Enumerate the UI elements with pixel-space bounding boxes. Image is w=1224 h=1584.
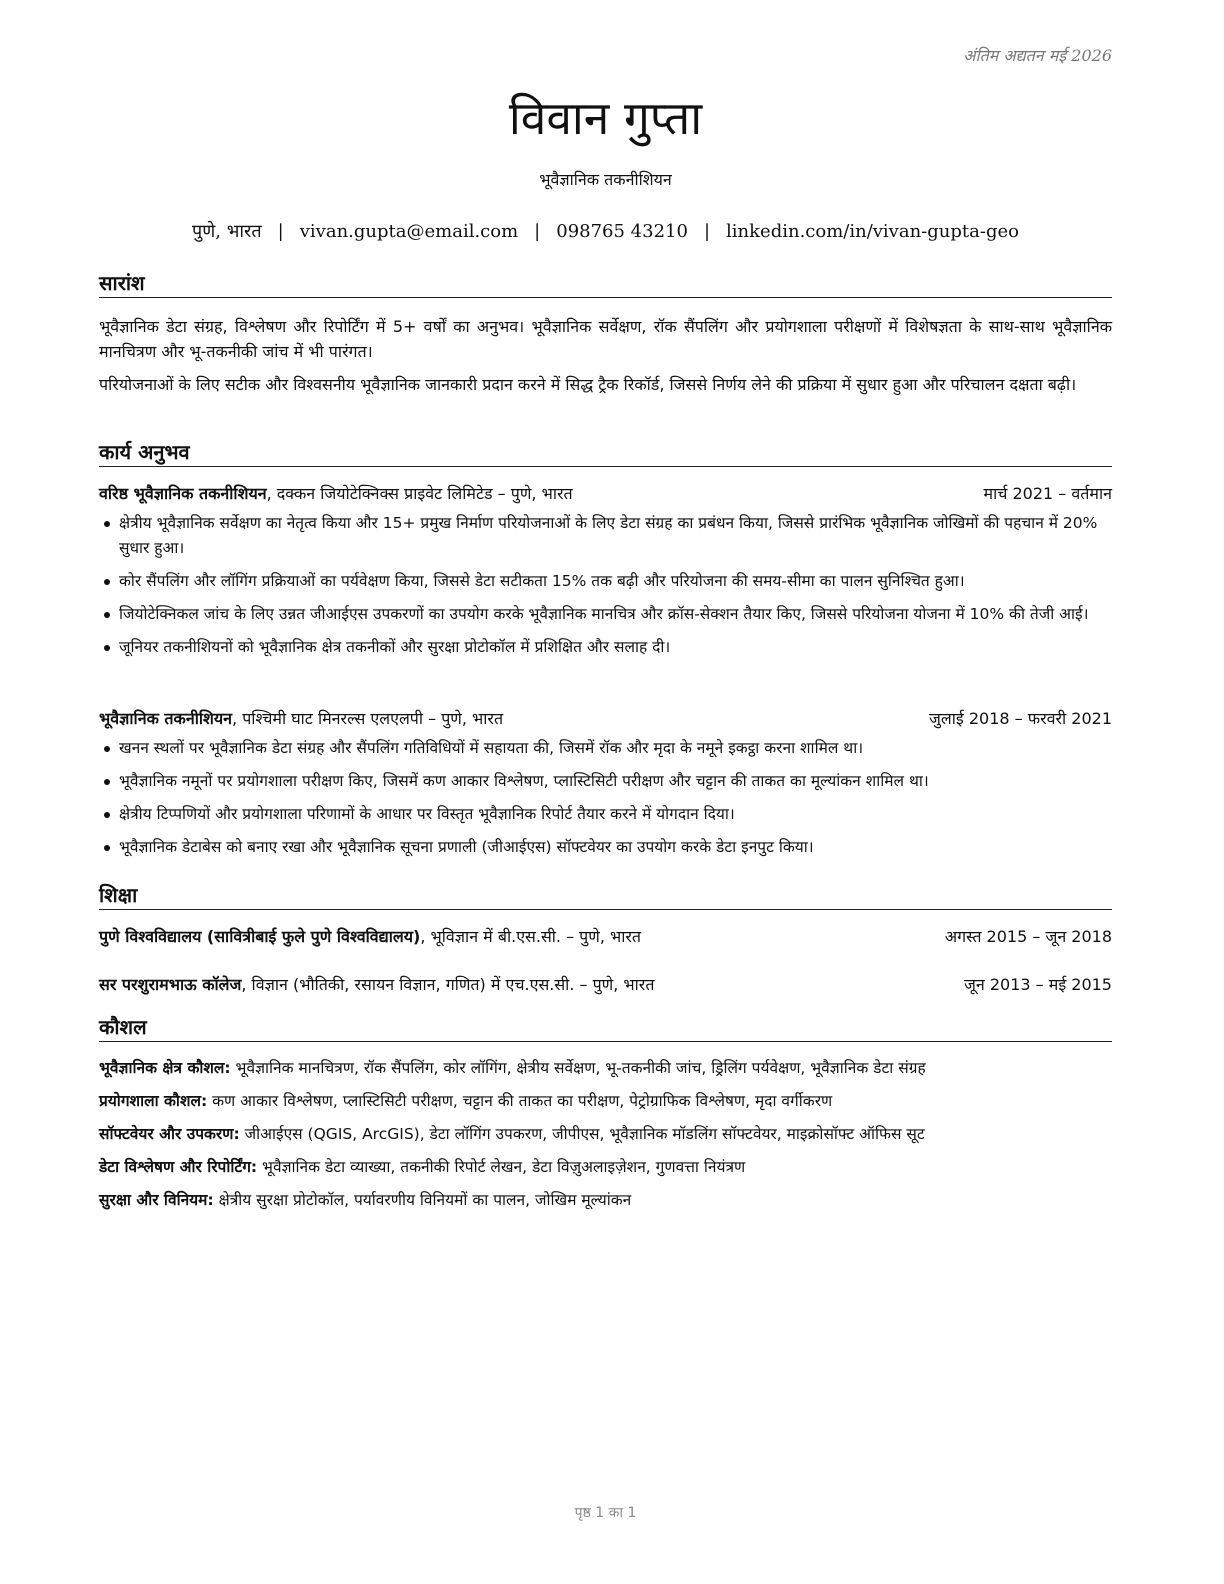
job-org: , पश्चिमी घाट मिनरल्स एलएलपी – पुणे, भारत [232, 709, 504, 728]
job-dates: जुलाई 2018 – फरवरी 2021 [929, 709, 1112, 728]
skill-label: प्रयोगशाला कौशल: [99, 1092, 208, 1110]
skill-label: भूवैज्ञानिक क्षेत्र कौशल: [99, 1059, 231, 1077]
contact-location: पुणे, भारत [192, 221, 262, 242]
list-item: कोर सैंपलिंग और लॉगिंग प्रक्रियाओं का पर्यवेक्षण किया, जिससे डेटा सटीकता 15% तक बढ़ी और परियोजना की समय-सीमा का पालन सुनिश्चित हुआ। [99, 569, 1112, 594]
skill-label: सुरक्षा और विनियम: [99, 1191, 214, 1209]
education-entry [99, 973, 1112, 997]
job-header [99, 482, 1112, 506]
skills-list [99, 1052, 1112, 1217]
education-dates: अगस्त 2015 – जून 2018 [944, 927, 1112, 946]
section-title-skills: कौशल [99, 1014, 1112, 1042]
section-title-experience: कार्य अनुभव [99, 439, 1112, 467]
list-item: भूवैज्ञानिक नमूनों पर प्रयोगशाला परीक्षण किए, जिसमें कण आकार विश्लेषण, प्लास्टिसिटी परीक्षण और चट्टान की ताकत का मूल्यांकन शामिल था। [99, 769, 1112, 794]
job-dates: मार्च 2021 – वर्तमान [983, 484, 1112, 503]
contact-line [99, 219, 1112, 243]
contact-email[interactable]: vivan.gupta@email.com [299, 221, 519, 242]
contact-separator: | [277, 221, 284, 242]
contact-phone[interactable]: 098765 43210 [556, 221, 688, 242]
resume-page [99, 0, 1112, 1584]
list-item: खनन स्थलों पर भूवैज्ञानिक डेटा संग्रह और सैंपलिंग गतिविधियों में सहायता की, जिसमें रॉक और मृदा के नमूने इकट्ठा करना शामिल था। [99, 736, 1112, 761]
skill-value: जीआईएस (QGIS, ArcGIS), डेटा लॉगिंग उपकरण, जीपीएस, भूवैज्ञानिक मॉडलिंग सॉफ्टवेयर, माइक्रोसॉफ्ट ऑफिस सूट [239, 1125, 925, 1143]
education-dates: जून 2013 – मई 2015 [964, 975, 1112, 994]
skill-value: भूवैज्ञानिक मानचित्रण, रॉक सैंपलिंग, कोर लॉगिंग, क्षेत्रीय सर्वेक्षण, भू-तकनीकी जांच, ड्रिलिंग पर्यवेक्षण, भूवैज्ञानिक डेटा संग्रह [230, 1059, 926, 1077]
job-headline: भूवैज्ञानिक तकनीशियन [539, 170, 672, 189]
skill-label: डेटा विश्लेषण और रिपोर्टिंग: [99, 1158, 258, 1176]
list-item: जूनियर तकनीशियनों को भूवैज्ञानिक क्षेत्र तकनीकों और सुरक्षा प्रोटोकॉल में प्रशिक्षित और सलाह दी। [99, 635, 1112, 660]
skill-value: भूवैज्ञानिक डेटा व्याख्या, तकनीकी रिपोर्ट लेखन, डेटा विज़ुअलाइज़ेशन, गुणवत्ता नियंत्रण [257, 1158, 746, 1176]
job-org: , दक्कन जियोटेक्निक्स प्राइवेट लिमिटेड – पुणे, भारत [266, 484, 573, 503]
contact-separator: | [703, 221, 711, 242]
education-school: सर परशुरामभाऊ कॉलेज [99, 975, 242, 994]
skill-row [99, 1052, 1112, 1085]
page-number: पृष्ठ 1 का 1 [574, 1505, 637, 1521]
section-title-summary: सारांश [99, 270, 1112, 298]
contact-separator: | [534, 221, 541, 242]
list-item: क्षेत्रीय भूवैज्ञानिक सर्वेक्षण का नेतृत्व किया और 15+ प्रमुख निर्माण परियोजनाओं के लिए डेटा संग्रह का प्रबंधन किया, जिससे प्रारंभिक भूवैज्ञानिक जोखिमों की पहचान में 20% सुधार हुआ। [99, 511, 1112, 561]
job-bullets [99, 511, 1112, 668]
education-entry [99, 925, 1112, 949]
summary-paragraph: भूवैज्ञानिक डेटा संग्रह, विश्लेषण और रिपोर्टिंग में 5+ वर्षों का अनुभव। भूवैज्ञानिक सर्वेक्षण, रॉक सैंपलिंग और प्रयोगशाला परीक्षणों में विशेषज्ञता के साथ-साथ भूवैज्ञानिक मानचित्रण और भू-तकनीकी जांच में भी पारंगत। [99, 317, 1112, 361]
candidate-name: विवान गुप्ता [508, 91, 703, 145]
job-role: वरिष्ठ भूवैज्ञानिक तकनीशियन [99, 484, 267, 503]
list-item: भूवैज्ञानिक डेटाबेस को बनाए रखा और भूवैज्ञानिक सूचना प्रणाली (जीआईएस) सॉफ्टवेयर का उपयोग करके डेटा इनपुट किया। [99, 835, 1112, 860]
contact-linkedin[interactable]: linkedin.com/in/vivan-gupta-geo [726, 221, 1019, 242]
skill-label: सॉफ्टवेयर और उपकरण: [99, 1125, 240, 1143]
list-item: जियोटेक्निकल जांच के लिए उन्नत जीआईएस उपकरणों का उपयोग करके भूवैज्ञानिक मानचित्र और क्रॉस-सेक्शन तैयार किए, जिससे परियोजना योजना में 10% की तेजी आई। [99, 602, 1112, 627]
education-school: पुणे विश्वविद्यालय (सावित्रीबाई फुले पुणे विश्वविद्यालय) [99, 927, 421, 946]
job-role: भूवैज्ञानिक तकनीशियन [99, 709, 233, 728]
skill-row [99, 1151, 1112, 1184]
job-header [99, 707, 1112, 731]
section-title-education: शिक्षा [99, 882, 1112, 910]
skill-row [99, 1118, 1112, 1151]
education-detail: , भूविज्ञान में बी.एस.सी. – पुणे, भारत [420, 927, 642, 946]
list-item: क्षेत्रीय टिप्पणियों और प्रयोगशाला परिणामों के आधार पर विस्तृत भूवैज्ञानिक रिपोर्ट तैयार करने में योगदान दिया। [99, 802, 1112, 827]
education-detail: , विज्ञान (भौतिकी, रसायन विज्ञान, गणित) में एच.एस.सी. – पुणे, भारत [241, 975, 655, 994]
skill-value: कण आकार विश्लेषण, प्लास्टिसिटी परीक्षण, चट्टान की ताकत का परीक्षण, पेट्रोग्राफिक विश्लेषण, मृदा वर्गीकरण [207, 1092, 833, 1110]
skill-row [99, 1085, 1112, 1118]
skill-row [99, 1184, 1112, 1217]
skill-value: क्षेत्रीय सुरक्षा प्रोटोकॉल, पर्यावरणीय विनियमों का पालन, जोखिम मूल्यांकन [213, 1191, 632, 1209]
last-updated: अंतिम अद्यतन मई 2026 [963, 46, 1112, 65]
summary-paragraph: परियोजनाओं के लिए सटीक और विश्वसनीय भूवैज्ञानिक जानकारी प्रदान करने में सिद्ध ट्रैक रिकॉर्ड, जिससे निर्णय लेने की प्रक्रिया में सुधार हुआ और परिचालन दक्षता बढ़ी। [99, 375, 1077, 394]
job-bullets [99, 736, 1112, 868]
